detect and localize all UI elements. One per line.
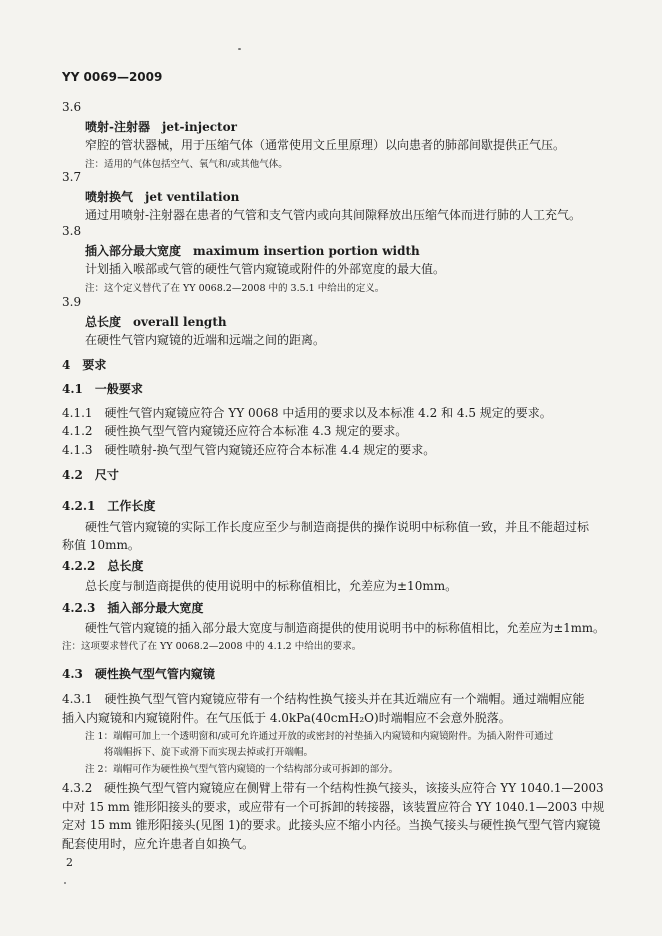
note-text: 注：这项要求替代了在 YY 0068.2—2008 中的 4.1.2 中给出的要求。 bbox=[62, 641, 362, 652]
section-heading: 4.1 一般要求 bbox=[62, 382, 143, 396]
section-heading: 4 要求 bbox=[62, 358, 107, 372]
term-title: 喷射-注射器 jet-injector bbox=[85, 120, 237, 134]
subsection-heading: 4.2.2 总长度 bbox=[62, 559, 144, 573]
body-text: 硬性气管内窥镜的插入部分最大宽度与制造商提供的使用说明书中的标称值相比，允差应为±1mm。 bbox=[85, 621, 605, 635]
definition-text: 通过用喷射-注射器在患者的气管和支气管内或向其间隙释放出压缩气体而进行肺的人工充气。 bbox=[85, 208, 582, 222]
body-text: 称值 10mm。 bbox=[62, 538, 140, 552]
section-heading: 4.3 硬性换气型气管内窥镜 bbox=[62, 667, 215, 681]
definition-text: 计划插入喉部或气管的硬性气管内窥镜或附件的外部宽度的最大值。 bbox=[85, 262, 446, 276]
body-text: 插入内窥镜和内窥镜附件。在气压低于 4.0kPa(40cmH₂O)时端帽应不会意外脱落。 bbox=[62, 711, 511, 725]
definition-text: 窄腔的管状器械，用于压缩气体（通常使用文丘里原理）以向患者的肺部间歇提供正气压。 bbox=[85, 138, 566, 152]
page-number: 2 bbox=[66, 856, 73, 869]
scan-speck bbox=[238, 48, 241, 50]
subsection-heading: 4.2.3 插入部分最大宽度 bbox=[62, 601, 204, 615]
clause-number: 3.9 bbox=[62, 295, 82, 309]
note-text: 将端帽拆下、旋下或滑下而实现去掉或打开端帽。 bbox=[104, 747, 314, 758]
term-title: 总长度 overall length bbox=[85, 315, 227, 329]
note-text: 注：适用的气体包括空气、氧气和/或其他气体。 bbox=[85, 159, 288, 170]
clause-number: 3.8 bbox=[62, 224, 82, 238]
section-heading: 4.2 尺寸 bbox=[62, 468, 119, 482]
doc-code-header: YY 0069—2009 bbox=[62, 70, 163, 84]
term-title: 喷射换气 jet ventilation bbox=[85, 190, 240, 204]
requirement-item: 4.1.1 硬性气管内窥镜应符合 YY 0068 中适用的要求以及本标准 4.2 和 4.5 规定的要求。 bbox=[62, 406, 552, 420]
requirement-item: 4.1.2 硬性换气型气管内窥镜还应符合本标准 4.3 规定的要求。 bbox=[62, 424, 408, 438]
body-text: 配套使用时，应允许患者自如换气。 bbox=[62, 837, 255, 851]
note-text: 注 1：端帽可加上一个透明窗和/或可允许通过开放的或密封的衬垫插入内窥镜和内窥镜附件。为插入附件可通过 bbox=[85, 731, 554, 742]
term-title: 插入部分最大宽度 maximum insertion portion width bbox=[85, 244, 420, 258]
requirement-item: 4.1.3 硬性喷射-换气型气管内窥镜还应符合本标准 4.4 规定的要求。 bbox=[62, 443, 436, 457]
body-text: 4.3.2 硬性换气型气管内窥镜应在侧臂上带有一个结构性换气接头，该接头应符合 YY 1040.1—2003 bbox=[62, 781, 604, 795]
subsection-heading: 4.2.1 工作长度 bbox=[62, 499, 156, 513]
note-text: 注：这个定义替代了在 YY 0068.2—2008 中的 3.5.1 中给出的定义。 bbox=[85, 283, 385, 294]
scan-speck bbox=[64, 882, 66, 884]
body-text: 4.3.1 硬性换气型气管内窥镜应带有一个结构性换气接头并在其近端应有一个端帽。通过端帽应能 bbox=[62, 692, 585, 706]
clause-number: 3.6 bbox=[62, 100, 82, 114]
clause-number: 3.7 bbox=[62, 170, 82, 184]
body-text: 中对 15 mm 锥形阳接头的要求，或应带有一个可拆卸的转接器，该装置应符合 YY 1040.1—2003 中规 bbox=[62, 800, 605, 814]
body-text: 硬性气管内窥镜的实际工作长度应至少与制造商提供的操作说明中标称值一致，并且不能超过标 bbox=[85, 520, 590, 534]
note-text: 注 2：端帽可作为硬性换气型气管内窥镜的一个结构部分或可拆卸的部分。 bbox=[85, 764, 399, 775]
definition-text: 在硬性气管内窥镜的近端和远端之间的距离。 bbox=[85, 333, 326, 347]
body-text: 定对 15 mm 锥形阳接头(见图 1)的要求。此接头应不缩小内径。当换气接头与硬性换气型气管内窥镜 bbox=[62, 818, 601, 832]
body-text: 总长度与制造商提供的使用说明中的标称值相比，允差应为±10mm。 bbox=[85, 579, 458, 593]
